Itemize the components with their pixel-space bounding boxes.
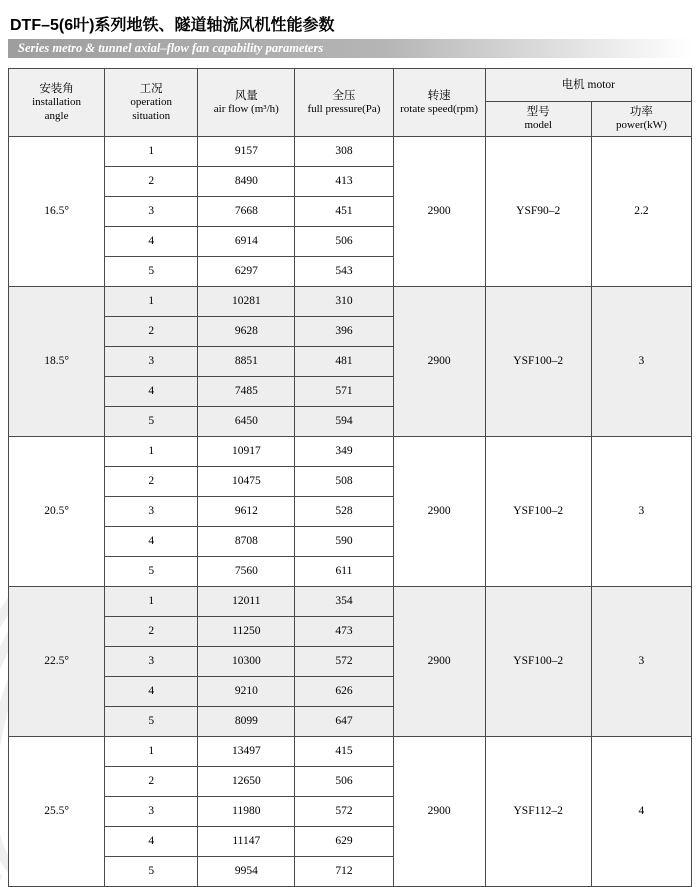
cell-operation-situation: 5 (105, 257, 198, 287)
cell-air-flow: 8099 (198, 707, 295, 737)
table-row (9, 587, 692, 617)
header-angle-en2: angle (44, 109, 69, 122)
cell-full-pressure: 508 (295, 467, 393, 497)
cell-full-pressure: 571 (295, 377, 393, 407)
cell-installation-angle: 20.5° (9, 437, 105, 587)
header-air-flow (198, 69, 295, 137)
header-pressure-cn: 全压 (332, 89, 356, 102)
cell-air-flow: 7485 (198, 377, 295, 407)
cell-motor-model: YSF100–2 (485, 287, 591, 437)
header-operation-situation (105, 69, 198, 137)
cell-operation-situation: 2 (105, 767, 198, 797)
cell-rotate-speed: 2900 (393, 437, 485, 587)
cell-air-flow: 9628 (198, 317, 295, 347)
header-full-pressure (295, 69, 393, 137)
cell-full-pressure: 594 (295, 407, 393, 437)
cell-motor-model: YSF112–2 (485, 737, 591, 887)
header-row-top (9, 69, 692, 102)
cell-operation-situation: 2 (105, 317, 198, 347)
cell-operation-situation: 1 (105, 587, 198, 617)
cell-full-pressure: 354 (295, 587, 393, 617)
cell-full-pressure: 481 (295, 347, 393, 377)
cell-operation-situation: 2 (105, 467, 198, 497)
cell-full-pressure: 528 (295, 497, 393, 527)
cell-operation-situation: 2 (105, 617, 198, 647)
cell-full-pressure: 308 (295, 137, 393, 167)
cell-full-pressure: 712 (295, 857, 393, 887)
cell-operation-situation: 4 (105, 527, 198, 557)
cell-motor-power: 3 (591, 587, 691, 737)
cell-installation-angle: 16.5° (9, 137, 105, 287)
cell-operation-situation: 5 (105, 857, 198, 887)
cell-operation-situation: 4 (105, 827, 198, 857)
cell-air-flow: 6450 (198, 407, 295, 437)
cell-full-pressure: 506 (295, 767, 393, 797)
cell-air-flow: 9954 (198, 857, 295, 887)
cell-operation-situation: 3 (105, 497, 198, 527)
header-rotate-speed (393, 69, 485, 137)
cell-air-flow: 7668 (198, 197, 295, 227)
header-power-en: power(kW) (616, 119, 667, 132)
table-body (9, 137, 692, 887)
cell-motor-power: 3 (591, 437, 691, 587)
cell-operation-situation: 4 (105, 677, 198, 707)
page-title: DTF–5(6叶)系列地铁、隧道轴流风机性能参数 (10, 17, 335, 34)
cell-motor-power: 3 (591, 287, 691, 437)
cell-full-pressure: 543 (295, 257, 393, 287)
header-power-cn: 功率 (629, 106, 653, 118)
cell-rotate-speed: 2900 (393, 587, 485, 737)
cell-air-flow: 6914 (198, 227, 295, 257)
cell-full-pressure: 310 (295, 287, 393, 317)
header-motor-power (591, 102, 691, 137)
cell-operation-situation: 2 (105, 167, 198, 197)
cell-full-pressure: 647 (295, 707, 393, 737)
cell-operation-situation: 1 (105, 137, 198, 167)
cell-air-flow: 10917 (198, 437, 295, 467)
header-motor-model (485, 102, 591, 137)
table-row (9, 137, 692, 167)
table-row (9, 437, 692, 467)
cell-operation-situation: 5 (105, 407, 198, 437)
cell-air-flow: 11980 (198, 797, 295, 827)
cell-operation-situation: 1 (105, 437, 198, 467)
cell-rotate-speed: 2900 (393, 137, 485, 287)
cell-motor-model: YSF100–2 (485, 587, 591, 737)
cell-operation-situation: 5 (105, 557, 198, 587)
cell-operation-situation: 1 (105, 737, 198, 767)
cell-rotate-speed: 2900 (393, 287, 485, 437)
cell-air-flow: 11250 (198, 617, 295, 647)
header-model-cn: 型号 (526, 106, 550, 118)
table-row (9, 737, 692, 767)
header-situation-en1: operation (130, 96, 172, 108)
cell-motor-power: 4 (591, 737, 691, 887)
cell-air-flow: 11147 (198, 827, 295, 857)
cell-full-pressure: 572 (295, 797, 393, 827)
cell-operation-situation: 5 (105, 707, 198, 737)
cell-air-flow: 12011 (198, 587, 295, 617)
cell-installation-angle: 22.5° (9, 587, 105, 737)
header-speed-en: rotate speed(rpm) (400, 102, 479, 115)
cell-full-pressure: 349 (295, 437, 393, 467)
cell-air-flow: 7560 (198, 557, 295, 587)
cell-air-flow: 9612 (198, 497, 295, 527)
cell-full-pressure: 413 (295, 167, 393, 197)
subtitle-text: Series metro & tunnel axial–flow fan capability parameters (18, 41, 324, 55)
cell-air-flow: 8851 (198, 347, 295, 377)
cell-motor-model: YSF100–2 (485, 437, 591, 587)
cell-installation-angle: 25.5° (9, 737, 105, 887)
cell-operation-situation: 1 (105, 287, 198, 317)
cell-full-pressure: 506 (295, 227, 393, 257)
header-model-en: model (524, 119, 552, 132)
subtitle-banner (8, 39, 692, 58)
header-airflow-cn: 风量 (234, 89, 258, 102)
table-row (9, 287, 692, 317)
cell-full-pressure: 572 (295, 647, 393, 677)
table-header (9, 69, 692, 137)
cell-rotate-speed: 2900 (393, 737, 485, 887)
header-speed-cn: 转速 (427, 89, 451, 102)
cell-air-flow: 6297 (198, 257, 295, 287)
cell-air-flow: 9210 (198, 677, 295, 707)
header-motor-group: 电机 motor (485, 69, 691, 102)
header-situation-cn: 工况 (139, 82, 163, 95)
cell-air-flow: 8490 (198, 167, 295, 197)
cell-operation-situation: 3 (105, 797, 198, 827)
cell-full-pressure: 396 (295, 317, 393, 347)
cell-air-flow: 13497 (198, 737, 295, 767)
cell-full-pressure: 415 (295, 737, 393, 767)
header-angle-en1: installation (32, 96, 81, 108)
cell-full-pressure: 629 (295, 827, 393, 857)
cell-full-pressure: 451 (295, 197, 393, 227)
header-pressure-en: full pressure(Pa) (307, 102, 381, 115)
cell-operation-situation: 4 (105, 377, 198, 407)
cell-full-pressure: 473 (295, 617, 393, 647)
cell-operation-situation: 3 (105, 347, 198, 377)
cell-air-flow: 9157 (198, 137, 295, 167)
cell-operation-situation: 3 (105, 647, 198, 677)
header-situation-en2: situation (132, 109, 171, 122)
cell-motor-model: YSF90–2 (485, 137, 591, 287)
cell-air-flow: 8708 (198, 527, 295, 557)
header-airflow-en: air flow (m³/h) (213, 102, 279, 115)
cell-air-flow: 10475 (198, 467, 295, 497)
header-installation-angle (9, 69, 105, 137)
cell-air-flow: 10300 (198, 647, 295, 677)
cell-operation-situation: 3 (105, 197, 198, 227)
cell-installation-angle: 18.5° (9, 287, 105, 437)
cell-full-pressure: 590 (295, 527, 393, 557)
cell-operation-situation: 4 (105, 227, 198, 257)
cell-motor-power: 2.2 (591, 137, 691, 287)
cell-air-flow: 12650 (198, 767, 295, 797)
header-angle-cn: 安装角 (39, 82, 74, 95)
fan-parameters-table (8, 68, 692, 887)
cell-air-flow: 10281 (198, 287, 295, 317)
cell-full-pressure: 626 (295, 677, 393, 707)
cell-full-pressure: 611 (295, 557, 393, 587)
